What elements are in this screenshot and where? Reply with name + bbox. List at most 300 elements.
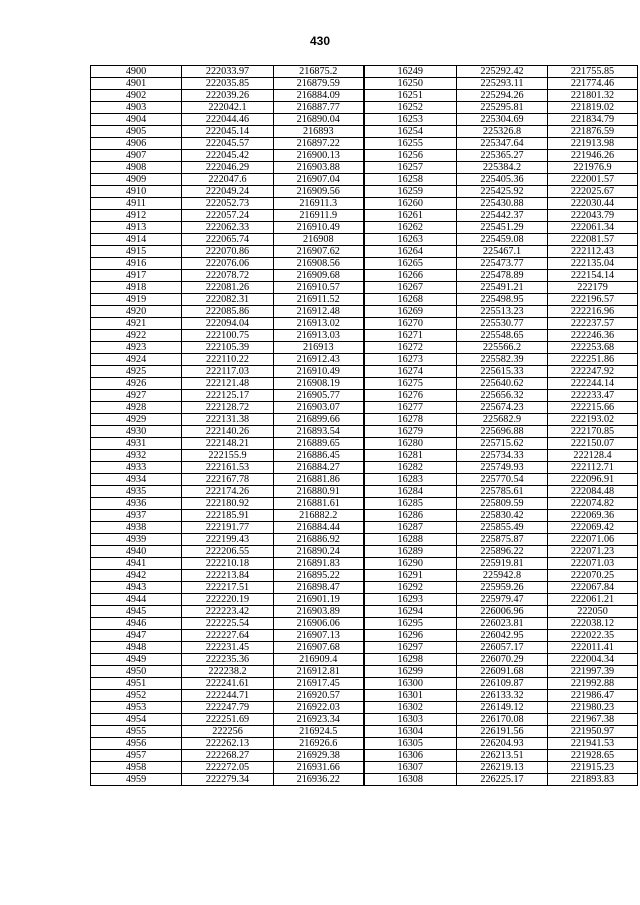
y-right-cell: 222038.12	[548, 618, 638, 630]
y-right-cell: 221876.59	[548, 126, 638, 138]
x-right-cell: 225294.26	[457, 90, 548, 102]
point-id-right-cell: 16289	[364, 546, 457, 558]
y-left-cell: 216884.09	[274, 90, 364, 102]
y-right-cell: 222074.82	[548, 498, 638, 510]
point-id-left-cell: 4908	[91, 162, 182, 174]
point-id-right-cell: 16303	[364, 714, 457, 726]
x-left-cell: 222217.51	[182, 582, 274, 594]
point-id-left-cell: 4924	[91, 354, 182, 366]
x-right-cell: 225473.77	[457, 258, 548, 270]
y-right-cell: 222246.36	[548, 330, 638, 342]
x-left-cell: 222256	[182, 726, 274, 738]
y-left-cell: 216926.6	[274, 738, 364, 750]
table-row	[91, 222, 638, 234]
point-id-left-cell: 4950	[91, 666, 182, 678]
point-id-left-cell: 4954	[91, 714, 182, 726]
point-id-right-cell: 16288	[364, 534, 457, 546]
table-row	[91, 570, 638, 582]
x-right-cell: 226213.51	[457, 750, 548, 762]
x-left-cell: 222057.24	[182, 210, 274, 222]
x-left-cell: 222167.78	[182, 474, 274, 486]
point-id-right-cell: 16299	[364, 666, 457, 678]
y-right-cell: 222061.34	[548, 222, 638, 234]
y-left-cell: 216912.48	[274, 306, 364, 318]
x-left-cell: 222251.69	[182, 714, 274, 726]
table-row	[91, 258, 638, 270]
point-id-left-cell: 4913	[91, 222, 182, 234]
point-id-left-cell: 4933	[91, 462, 182, 474]
table-row	[91, 582, 638, 594]
y-left-cell: 216917.45	[274, 678, 364, 690]
point-id-left-cell: 4942	[91, 570, 182, 582]
y-right-cell: 222193.02	[548, 414, 638, 426]
point-id-right-cell: 16250	[364, 78, 457, 90]
point-id-right-cell: 16306	[364, 750, 457, 762]
coordinates-table	[90, 65, 638, 786]
y-left-cell: 216897.22	[274, 138, 364, 150]
x-left-cell: 222191.77	[182, 522, 274, 534]
y-right-cell: 222069.42	[548, 522, 638, 534]
table-row	[91, 174, 638, 186]
x-right-cell: 225656.32	[457, 390, 548, 402]
point-id-left-cell: 4901	[91, 78, 182, 90]
y-left-cell: 216907.04	[274, 174, 364, 186]
x-left-cell: 222078.72	[182, 270, 274, 282]
y-right-cell: 222071.03	[548, 558, 638, 570]
y-right-cell: 222150.07	[548, 438, 638, 450]
point-id-left-cell: 4923	[91, 342, 182, 354]
y-left-cell: 216909.56	[274, 186, 364, 198]
y-right-cell: 222067.84	[548, 582, 638, 594]
point-id-left-cell: 4932	[91, 450, 182, 462]
point-id-left-cell: 4922	[91, 330, 182, 342]
point-id-left-cell: 4957	[91, 750, 182, 762]
x-right-cell: 225459.08	[457, 234, 548, 246]
y-right-cell: 222216.96	[548, 306, 638, 318]
point-id-left-cell: 4953	[91, 702, 182, 714]
point-id-right-cell: 16300	[364, 678, 457, 690]
x-left-cell: 222213.84	[182, 570, 274, 582]
point-id-right-cell: 16254	[364, 126, 457, 138]
y-right-cell: 222128.4	[548, 450, 638, 462]
table-row	[91, 726, 638, 738]
table-row	[91, 606, 638, 618]
point-id-right-cell: 16275	[364, 378, 457, 390]
x-left-cell: 222279.34	[182, 774, 274, 786]
table-row	[91, 234, 638, 246]
x-right-cell: 225696.88	[457, 426, 548, 438]
x-left-cell: 222235.36	[182, 654, 274, 666]
x-left-cell: 222042.1	[182, 102, 274, 114]
x-right-cell: 225959.26	[457, 582, 548, 594]
point-id-left-cell: 4958	[91, 762, 182, 774]
table-row	[91, 486, 638, 498]
x-left-cell: 222223.42	[182, 606, 274, 618]
point-id-right-cell: 16290	[364, 558, 457, 570]
point-id-left-cell: 4909	[91, 174, 182, 186]
table-row	[91, 102, 638, 114]
x-left-cell: 222199.43	[182, 534, 274, 546]
x-left-cell: 222094.04	[182, 318, 274, 330]
point-id-right-cell: 16293	[364, 594, 457, 606]
point-id-left-cell: 4931	[91, 438, 182, 450]
point-id-right-cell: 16251	[364, 90, 457, 102]
point-id-right-cell: 16279	[364, 426, 457, 438]
y-left-cell: 216912.81	[274, 666, 364, 678]
point-id-left-cell: 4907	[91, 150, 182, 162]
x-right-cell: 225498.95	[457, 294, 548, 306]
x-left-cell: 222241.61	[182, 678, 274, 690]
y-left-cell: 216909.4	[274, 654, 364, 666]
y-left-cell: 216900.13	[274, 150, 364, 162]
table-row	[91, 558, 638, 570]
table-row	[91, 366, 638, 378]
point-id-left-cell: 4947	[91, 630, 182, 642]
y-left-cell: 216895.22	[274, 570, 364, 582]
page-number: 430	[309, 34, 331, 48]
y-right-cell: 222001.57	[548, 174, 638, 186]
x-left-cell: 222047.6	[182, 174, 274, 186]
y-right-cell: 221992.88	[548, 678, 638, 690]
x-right-cell: 226204.93	[457, 738, 548, 750]
y-right-cell: 222050	[548, 606, 638, 618]
y-right-cell: 222112.71	[548, 462, 638, 474]
point-id-right-cell: 16307	[364, 762, 457, 774]
y-right-cell: 222247.92	[548, 366, 638, 378]
x-left-cell: 222247.79	[182, 702, 274, 714]
x-left-cell: 222065.74	[182, 234, 274, 246]
table-row	[91, 78, 638, 90]
y-left-cell: 216911.9	[274, 210, 364, 222]
x-right-cell: 225548.65	[457, 330, 548, 342]
y-right-cell: 222081.57	[548, 234, 638, 246]
x-right-cell: 225384.2	[457, 162, 548, 174]
point-id-right-cell: 16252	[364, 102, 457, 114]
x-right-cell: 226219.13	[457, 762, 548, 774]
table-row	[91, 426, 638, 438]
table-row	[91, 666, 638, 678]
x-right-cell: 225979.47	[457, 594, 548, 606]
x-right-cell: 225682.9	[457, 414, 548, 426]
point-id-right-cell: 16284	[364, 486, 457, 498]
table-row	[91, 534, 638, 546]
table-row	[91, 378, 638, 390]
x-right-cell: 226023.81	[457, 618, 548, 630]
point-id-left-cell: 4903	[91, 102, 182, 114]
point-id-right-cell: 16301	[364, 690, 457, 702]
x-right-cell: 226149.12	[457, 702, 548, 714]
x-right-cell: 226091.68	[457, 666, 548, 678]
y-left-cell: 216893.54	[274, 426, 364, 438]
y-left-cell: 216879.59	[274, 78, 364, 90]
table-row	[91, 90, 638, 102]
point-id-right-cell: 16292	[364, 582, 457, 594]
point-id-left-cell: 4917	[91, 270, 182, 282]
point-id-right-cell: 16280	[364, 438, 457, 450]
point-id-right-cell: 16308	[364, 774, 457, 786]
point-id-left-cell: 4939	[91, 534, 182, 546]
x-left-cell: 222045.57	[182, 138, 274, 150]
point-id-left-cell: 4937	[91, 510, 182, 522]
point-id-right-cell: 16258	[364, 174, 457, 186]
table-row	[91, 66, 638, 78]
point-id-right-cell: 16267	[364, 282, 457, 294]
y-right-cell: 221774.46	[548, 78, 638, 90]
table-row	[91, 642, 638, 654]
point-id-left-cell: 4944	[91, 594, 182, 606]
y-right-cell: 221986.47	[548, 690, 638, 702]
table-row	[91, 198, 638, 210]
y-left-cell: 216907.62	[274, 246, 364, 258]
x-left-cell: 222174.26	[182, 486, 274, 498]
point-id-left-cell: 4940	[91, 546, 182, 558]
x-left-cell: 222033.97	[182, 66, 274, 78]
y-left-cell: 216893	[274, 126, 364, 138]
point-id-right-cell: 16285	[364, 498, 457, 510]
y-right-cell: 221980.23	[548, 702, 638, 714]
y-left-cell: 216908	[274, 234, 364, 246]
point-id-left-cell: 4952	[91, 690, 182, 702]
point-id-left-cell: 4949	[91, 654, 182, 666]
point-id-right-cell: 16261	[364, 210, 457, 222]
x-right-cell: 225715.62	[457, 438, 548, 450]
y-left-cell: 216929.38	[274, 750, 364, 762]
point-id-right-cell: 16265	[364, 258, 457, 270]
y-left-cell: 216912.43	[274, 354, 364, 366]
x-right-cell: 226225.17	[457, 774, 548, 786]
point-id-right-cell: 16257	[364, 162, 457, 174]
point-id-right-cell: 16262	[364, 222, 457, 234]
y-left-cell: 216886.92	[274, 534, 364, 546]
y-left-cell: 216903.07	[274, 402, 364, 414]
point-id-right-cell: 16283	[364, 474, 457, 486]
y-left-cell: 216884.44	[274, 522, 364, 534]
table-row	[91, 498, 638, 510]
point-id-right-cell: 16260	[364, 198, 457, 210]
table-row	[91, 354, 638, 366]
x-right-cell: 225365.27	[457, 150, 548, 162]
table-row	[91, 138, 638, 150]
y-left-cell: 216911.3	[274, 198, 364, 210]
point-id-right-cell: 16282	[364, 462, 457, 474]
y-left-cell: 216899.66	[274, 414, 364, 426]
y-right-cell: 221834.79	[548, 114, 638, 126]
point-id-right-cell: 16253	[364, 114, 457, 126]
table-row	[91, 114, 638, 126]
x-left-cell: 222131.38	[182, 414, 274, 426]
y-left-cell: 216910.57	[274, 282, 364, 294]
y-left-cell: 216901.19	[274, 594, 364, 606]
point-id-left-cell: 4916	[91, 258, 182, 270]
y-right-cell: 222251.86	[548, 354, 638, 366]
x-left-cell: 222140.26	[182, 426, 274, 438]
x-right-cell: 225430.88	[457, 198, 548, 210]
y-left-cell: 216923.34	[274, 714, 364, 726]
y-left-cell: 216924.5	[274, 726, 364, 738]
point-id-left-cell: 4921	[91, 318, 182, 330]
point-id-left-cell: 4930	[91, 426, 182, 438]
table-row	[91, 342, 638, 354]
point-id-left-cell: 4919	[91, 294, 182, 306]
x-right-cell: 226170.08	[457, 714, 548, 726]
x-left-cell: 222227.64	[182, 630, 274, 642]
x-left-cell: 222155.9	[182, 450, 274, 462]
x-right-cell: 225640.62	[457, 378, 548, 390]
x-left-cell: 222085.86	[182, 306, 274, 318]
x-left-cell: 222100.75	[182, 330, 274, 342]
y-right-cell: 221755.85	[548, 66, 638, 78]
point-id-right-cell: 16302	[364, 702, 457, 714]
y-left-cell: 216907.13	[274, 630, 364, 642]
y-left-cell: 216908.19	[274, 378, 364, 390]
table-row	[91, 306, 638, 318]
point-id-right-cell: 16291	[364, 570, 457, 582]
point-id-left-cell: 4912	[91, 210, 182, 222]
point-id-right-cell: 16266	[364, 270, 457, 282]
point-id-right-cell: 16274	[364, 366, 457, 378]
x-right-cell: 225734.33	[457, 450, 548, 462]
point-id-left-cell: 4911	[91, 198, 182, 210]
x-left-cell: 222070.86	[182, 246, 274, 258]
point-id-right-cell: 16263	[364, 234, 457, 246]
y-right-cell: 221946.26	[548, 150, 638, 162]
point-id-right-cell: 16255	[364, 138, 457, 150]
y-left-cell: 216889.65	[274, 438, 364, 450]
point-id-right-cell: 16278	[364, 414, 457, 426]
table-row	[91, 126, 638, 138]
point-id-left-cell: 4906	[91, 138, 182, 150]
x-left-cell: 222121.48	[182, 378, 274, 390]
x-left-cell: 222185.91	[182, 510, 274, 522]
x-right-cell: 226057.17	[457, 642, 548, 654]
table-row	[91, 546, 638, 558]
x-right-cell: 225749.93	[457, 462, 548, 474]
x-left-cell: 222125.17	[182, 390, 274, 402]
y-right-cell: 222061.21	[548, 594, 638, 606]
y-right-cell: 222011.41	[548, 642, 638, 654]
x-left-cell: 222045.42	[182, 150, 274, 162]
x-right-cell: 225566.2	[457, 342, 548, 354]
point-id-left-cell: 4904	[91, 114, 182, 126]
y-right-cell: 221941.53	[548, 738, 638, 750]
y-left-cell: 216898.47	[274, 582, 364, 594]
x-right-cell: 225347.64	[457, 138, 548, 150]
table-row	[91, 462, 638, 474]
y-left-cell: 216911.52	[274, 294, 364, 306]
x-right-cell: 225942.8	[457, 570, 548, 582]
x-right-cell: 225809.59	[457, 498, 548, 510]
y-right-cell: 221950.97	[548, 726, 638, 738]
point-id-left-cell: 4936	[91, 498, 182, 510]
table-row	[91, 474, 638, 486]
point-id-right-cell: 16269	[364, 306, 457, 318]
x-left-cell: 222046.29	[182, 162, 274, 174]
table-row	[91, 654, 638, 666]
y-right-cell: 221801.32	[548, 90, 638, 102]
y-right-cell: 222004.34	[548, 654, 638, 666]
point-id-left-cell: 4945	[91, 606, 182, 618]
x-right-cell: 225295.81	[457, 102, 548, 114]
table-row	[91, 702, 638, 714]
table-row	[91, 690, 638, 702]
x-right-cell: 226191.56	[457, 726, 548, 738]
table-row	[91, 510, 638, 522]
y-right-cell: 222135.04	[548, 258, 638, 270]
x-left-cell: 222052.73	[182, 198, 274, 210]
point-id-left-cell: 4929	[91, 414, 182, 426]
x-right-cell: 226133.32	[457, 690, 548, 702]
table-row	[91, 678, 638, 690]
point-id-left-cell: 4943	[91, 582, 182, 594]
table-row	[91, 522, 638, 534]
y-left-cell: 216884.27	[274, 462, 364, 474]
x-right-cell: 225293.11	[457, 78, 548, 90]
point-id-left-cell: 4938	[91, 522, 182, 534]
y-right-cell: 222071.23	[548, 546, 638, 558]
y-right-cell: 222237.57	[548, 318, 638, 330]
point-id-left-cell: 4935	[91, 486, 182, 498]
y-right-cell: 221915.23	[548, 762, 638, 774]
y-right-cell: 221928.65	[548, 750, 638, 762]
point-id-left-cell: 4948	[91, 642, 182, 654]
point-id-right-cell: 16264	[364, 246, 457, 258]
table-row	[91, 330, 638, 342]
y-left-cell: 216907.68	[274, 642, 364, 654]
point-id-left-cell: 4910	[91, 186, 182, 198]
y-left-cell: 216891.83	[274, 558, 364, 570]
table-row	[91, 750, 638, 762]
y-left-cell: 216880.91	[274, 486, 364, 498]
y-right-cell: 221893.83	[548, 774, 638, 786]
y-right-cell: 221997.39	[548, 666, 638, 678]
x-right-cell: 226006.96	[457, 606, 548, 618]
x-left-cell: 222231.45	[182, 642, 274, 654]
x-left-cell: 222220.19	[182, 594, 274, 606]
table-row	[91, 246, 638, 258]
point-id-left-cell: 4934	[91, 474, 182, 486]
table-row	[91, 738, 638, 750]
point-id-left-cell: 4955	[91, 726, 182, 738]
point-id-right-cell: 16287	[364, 522, 457, 534]
x-right-cell: 225405.36	[457, 174, 548, 186]
x-right-cell: 226042.95	[457, 630, 548, 642]
x-left-cell: 222039.26	[182, 90, 274, 102]
x-left-cell: 222244.71	[182, 690, 274, 702]
x-left-cell: 222081.26	[182, 282, 274, 294]
y-right-cell: 222244.14	[548, 378, 638, 390]
table-row	[91, 294, 638, 306]
point-id-right-cell: 16286	[364, 510, 457, 522]
point-id-left-cell: 4946	[91, 618, 182, 630]
x-left-cell: 222161.53	[182, 462, 274, 474]
table-row	[91, 150, 638, 162]
x-right-cell: 225530.77	[457, 318, 548, 330]
y-right-cell: 222215.66	[548, 402, 638, 414]
point-id-left-cell: 4900	[91, 66, 182, 78]
x-right-cell: 225513.23	[457, 306, 548, 318]
x-left-cell: 222238.2	[182, 666, 274, 678]
x-right-cell: 225451.29	[457, 222, 548, 234]
x-left-cell: 222272.05	[182, 762, 274, 774]
table-row	[91, 450, 638, 462]
x-left-cell: 222210.18	[182, 558, 274, 570]
x-left-cell: 222105.39	[182, 342, 274, 354]
point-id-left-cell: 4918	[91, 282, 182, 294]
y-left-cell: 216910.49	[274, 222, 364, 234]
y-left-cell: 216906.06	[274, 618, 364, 630]
point-id-left-cell: 4927	[91, 390, 182, 402]
y-right-cell: 222022.35	[548, 630, 638, 642]
